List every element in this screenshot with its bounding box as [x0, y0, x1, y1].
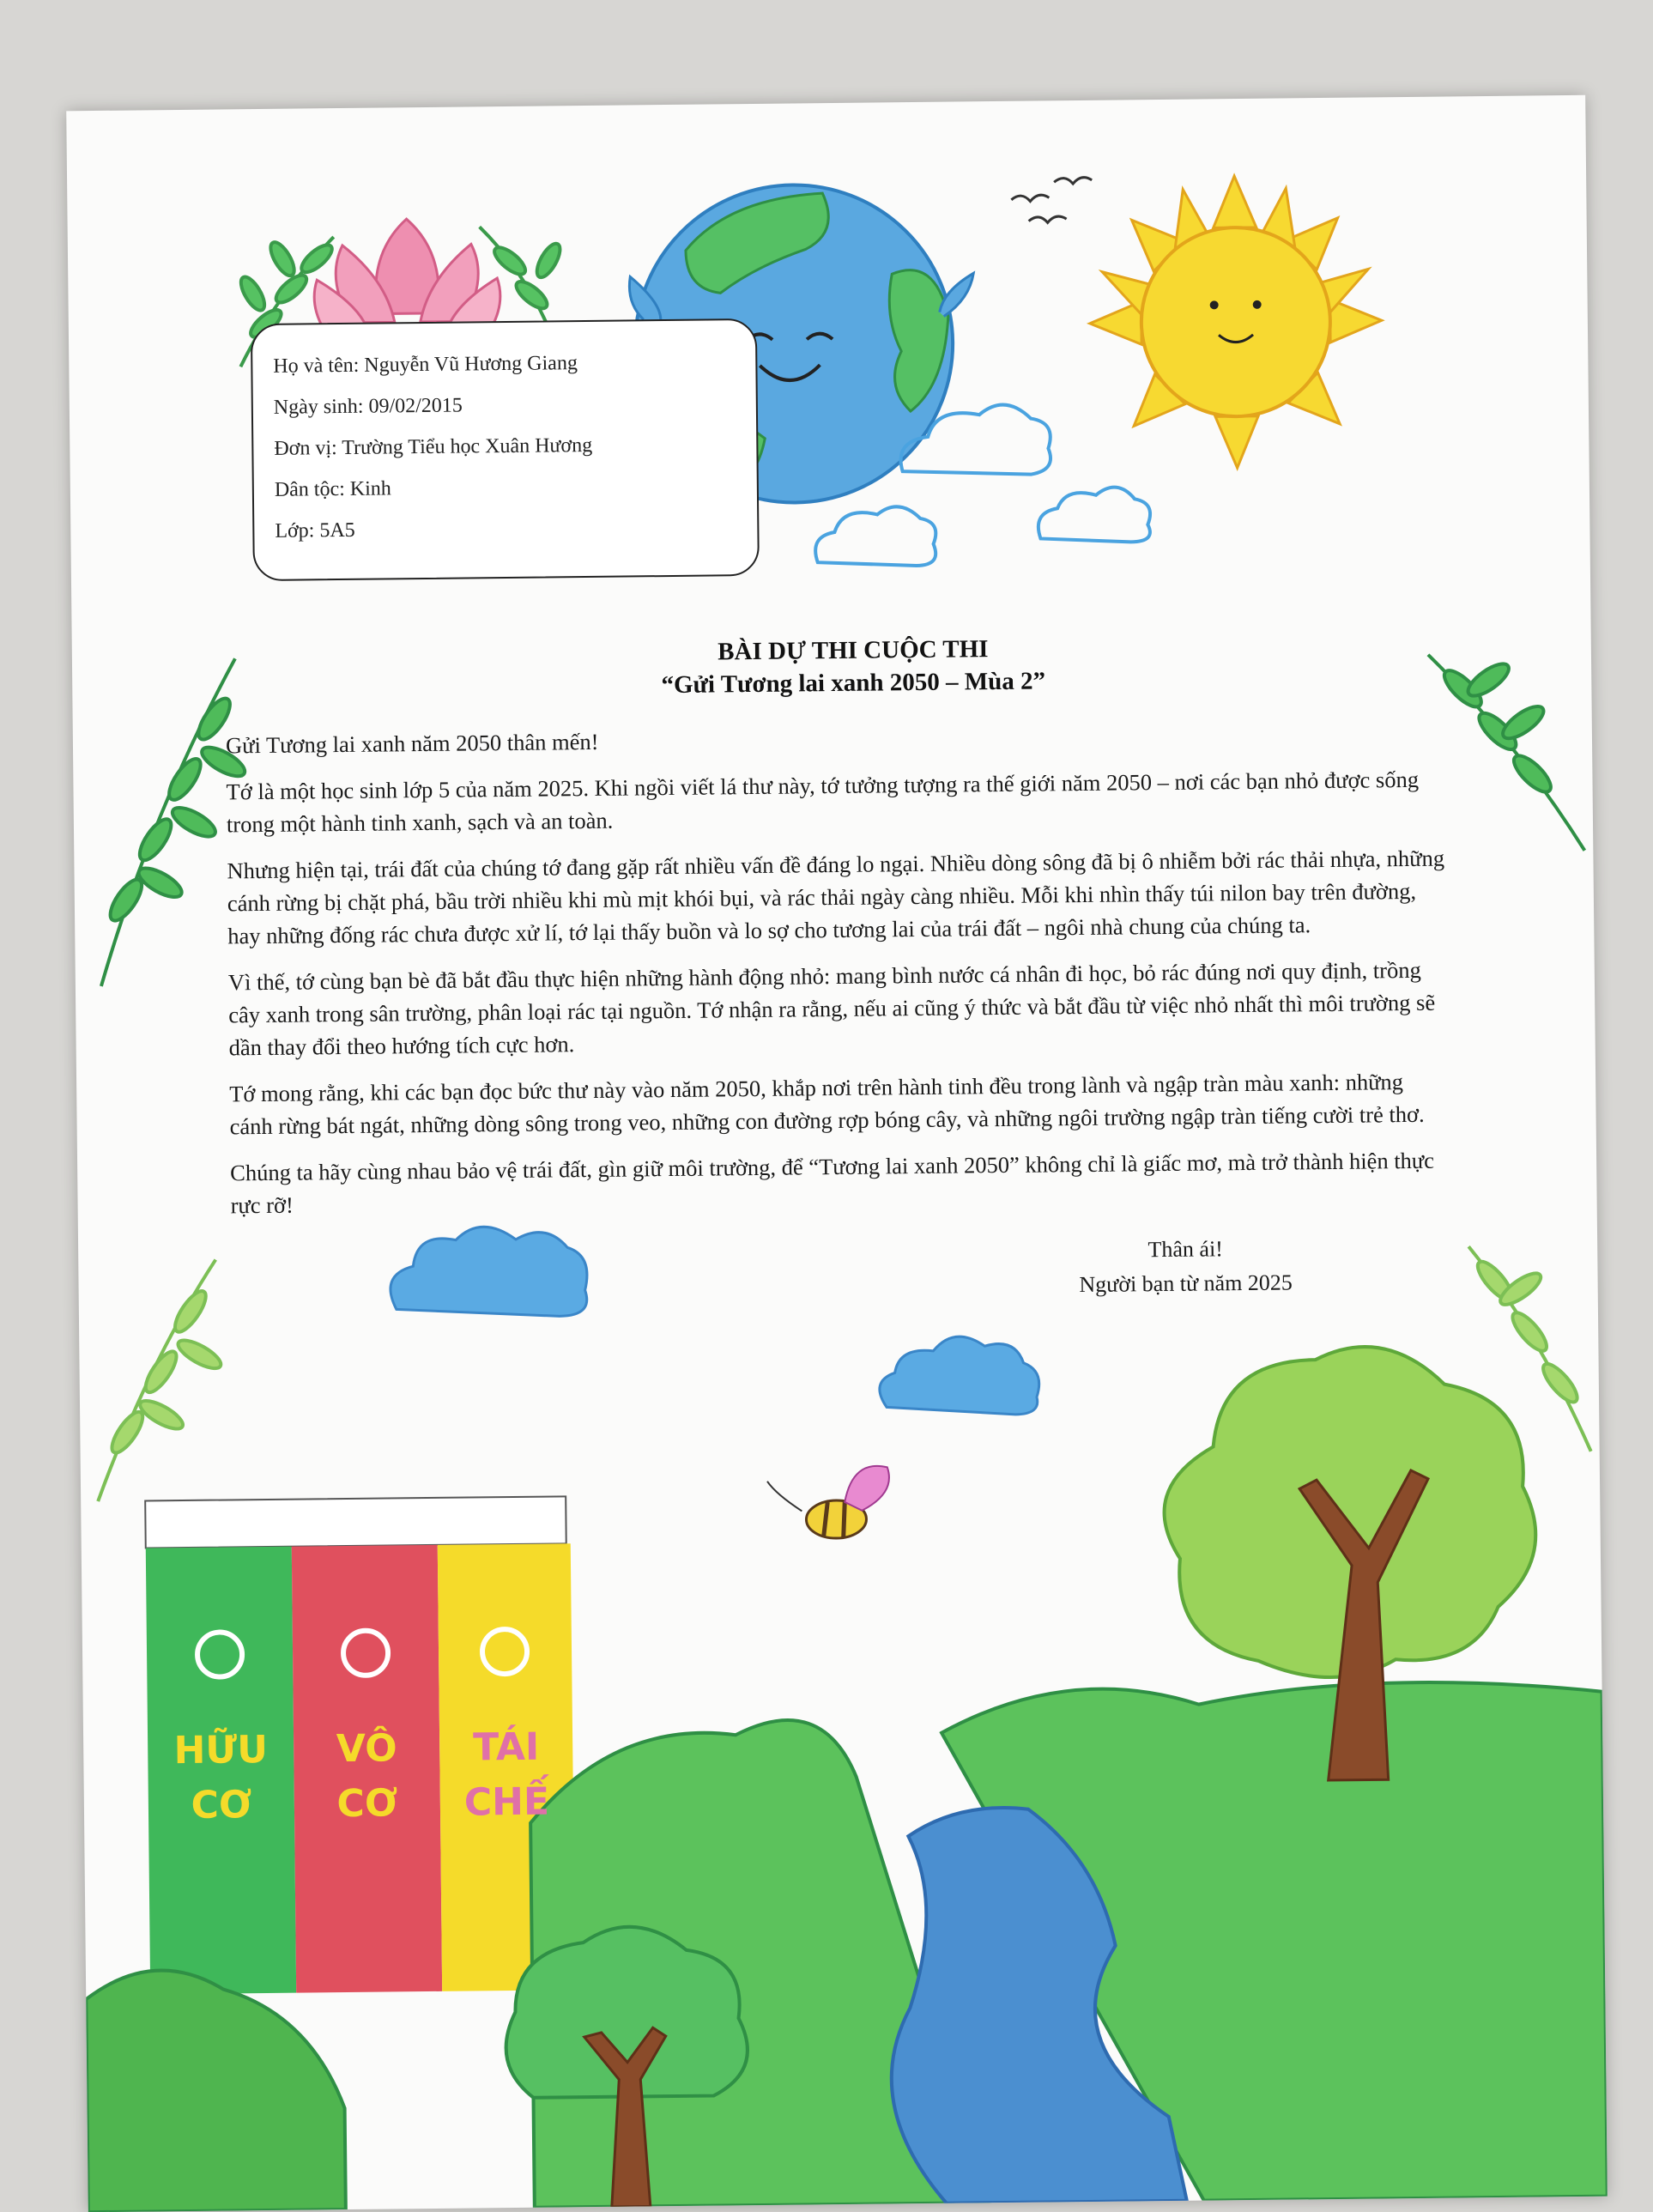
student-ethnicity: Dân tộc: Kinh	[274, 477, 391, 501]
student-school: Đơn vị: Trường Tiểu học Xuân Hương	[274, 433, 593, 460]
letter-paragraph: Vì thế, tớ cùng bạn bè đã bắt đầu thực hiện những hành động nhỏ: mang bình nước cá nhân đi học, bỏ rác đúng nơi quy định, trồng cây xanh trong sân trường, phân loại rác tại nguồn. Tớ nhận ra rằng, nếu ai cũng ý thức và bắt đầu từ việc nhỏ nhất thì môi trường sẽ dần thay đổi theo hướng tích cực hơn.	[227, 956, 1436, 1061]
letter-body	[226, 717, 1450, 1236]
lotus-icon	[313, 218, 500, 333]
student-info-box	[251, 318, 760, 581]
letter-paragraph: Nhưng hiện tại, trái đất của chúng tớ đang gặp rất nhiều vấn đề đáng lo ngại. Nhiều dòng sông đã bị ô nhiễm bởi rác thải nhựa, những cánh rừng bị chặt phá, bầu trời nhiều khi mù mịt khói bụi, và rác thải ngày càng nhiều. Mỗi khi nhìn thấy túi nilon bay trên đường, hay những đống rác chưa được xử lí, tớ lại thấy buồn và lo sợ cho tương lai của trái đất – ngôi nhà chung của chúng ta.	[227, 845, 1445, 949]
student-class: Lớp: 5A5	[275, 518, 355, 542]
smiling-sun-icon	[1088, 174, 1384, 470]
bin-label-line: TÁI	[472, 1724, 540, 1770]
bin-label-line: CƠ	[191, 1783, 252, 1827]
student-dob: Ngày sinh: 09/02/2015	[273, 394, 463, 419]
letter-paragraph: Tớ mong rằng, khi các bạn đọc bức thư này vào năm 2050, khắp nơi trên hành tinh đều trong lành và ngập tràn màu xanh: những cánh rừng bát ngát, những dòng sông trong veo, những con đường rợp bóng cây, và những ngôi trường ngập tràn tiếng cười trẻ thơ.	[229, 1069, 1425, 1140]
bin-label-organic	[148, 1723, 294, 1834]
letter-paragraph: Tớ là một học sinh lớp 5 của năm 2025. Khi ngồi viết lá thư này, tớ tưởng tượng ra thế giới năm 2050 – nơi các bạn nhỏ được sống trong một hành tinh xanh, sạch và an toàn.	[226, 766, 1420, 838]
bee-icon	[767, 1466, 890, 1539]
birds-icon	[1011, 178, 1093, 223]
letter-greeting: Gửi Tương lai xanh năm 2050 thân mến!	[225, 728, 599, 759]
letter-paragraph: Chúng ta hãy cùng nhau bảo vệ trái đất, gìn giữ môi trường, để “Tương lai xanh 2050” không chỉ là giấc mơ, mà trở thành hiện thực rực rỡ!	[230, 1147, 1435, 1219]
contest-title: BÀI DỰ THI CUỘC THI	[718, 635, 989, 666]
bin-label-recycle	[439, 1719, 573, 1831]
signoff	[1057, 1231, 1315, 1302]
contest-subtitle: “Gửi Tương lai xanh 2050 – Mùa 2”	[661, 667, 1046, 700]
signoff-line: Thân ái!	[1147, 1236, 1224, 1263]
bin-label-line: CHẾ	[463, 1779, 550, 1825]
bin-label-inorganic	[294, 1721, 440, 1833]
bin-label-line: HỮU	[173, 1727, 269, 1773]
bin-label-line: VÔ	[336, 1726, 397, 1772]
bin-label-line: CƠ	[336, 1781, 398, 1827]
cloud-icon	[390, 1221, 1039, 1421]
drawing-paper	[66, 95, 1608, 2212]
signoff-author: Người bạn từ năm 2025	[1079, 1270, 1293, 1298]
student-name: Họ và tên: Nguyễn Vũ Hương Giang	[273, 352, 578, 378]
